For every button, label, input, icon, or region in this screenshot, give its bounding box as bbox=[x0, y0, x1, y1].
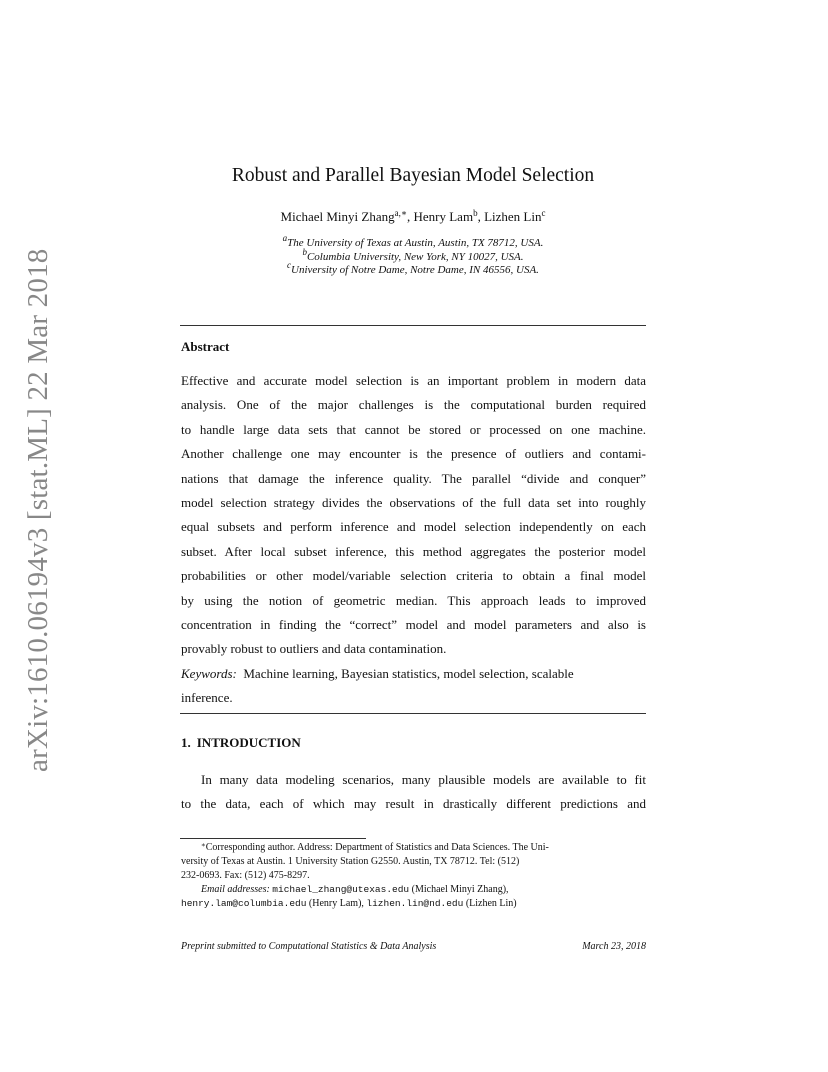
author-affiliation-mark: a,∗ bbox=[394, 208, 407, 218]
email-line bbox=[181, 897, 646, 911]
abstract-heading: Abstract bbox=[181, 339, 230, 354]
affiliation-text: Columbia University, New York, NY 10027, USA. bbox=[306, 250, 524, 263]
email-owner: (Henry Lam), bbox=[308, 898, 364, 909]
affiliation-text: University of Notre Dame, Notre Dame, IN 46556, USA. bbox=[291, 264, 539, 276]
affiliation-mark: a bbox=[282, 233, 288, 243]
email-owner: (Michael Minyi Zhang), bbox=[411, 884, 509, 895]
email-line bbox=[181, 883, 646, 897]
abstract-line: nations that damage the inference quality. The parallel “divide and conquer” bbox=[181, 470, 646, 486]
footnotes bbox=[181, 841, 646, 911]
affiliation-text: The University of Texas at Austin, Austin, TX 78712, USA. bbox=[287, 237, 544, 249]
abstract-line: model selection strategy divides the observations of the full data set into roughly bbox=[181, 494, 646, 510]
keywords-text: Machine learning, Bayesian statistics, model selection, scalable bbox=[243, 665, 574, 681]
email-address[interactable]: michael_zhang@utexas.edu bbox=[272, 884, 410, 895]
abstract-line: Another challenge one may encounter is the presence of outliers and contami- bbox=[181, 446, 646, 462]
abstract-line: subset. After local subset inference, this method aggregates the posterior model bbox=[181, 543, 646, 559]
keywords-label: Keywords: bbox=[181, 665, 237, 681]
preprint-note: Preprint submitted to Computational Statistics & Data Analysis bbox=[181, 941, 437, 952]
section-number: 1. bbox=[181, 735, 191, 750]
intro-line: to the data, each of which may result in drastically different predictions and bbox=[181, 796, 646, 812]
footnote-line bbox=[181, 841, 646, 855]
abstract-line: by using the notion of geometric median. This approach leads to improved bbox=[181, 592, 646, 608]
section-heading-introduction bbox=[181, 735, 301, 751]
affiliation-mark: c bbox=[287, 260, 292, 270]
keywords-line-continued: inference. bbox=[181, 690, 233, 706]
abstract-line: provably robust to outliers and data contamination. bbox=[181, 641, 447, 657]
keywords-line bbox=[181, 662, 646, 686]
paper-title: Robust and Parallel Bayesian Model Selection bbox=[231, 165, 595, 186]
abstract-top-rule bbox=[180, 325, 646, 326]
author-name: Lizhen Lin bbox=[484, 209, 542, 224]
author-list bbox=[180, 209, 646, 225]
abstract-bottom-rule bbox=[180, 713, 646, 714]
section-title: INTRODUCTION bbox=[196, 735, 301, 750]
footnote-line: 232-0693. Fax: (512) 475-8297. bbox=[181, 870, 310, 881]
footnote-text: Corresponding author. Address: Department of Statistics and Data Sciences. The Uni- bbox=[205, 842, 549, 853]
abstract-line: probabilities or other model/variable selection criteria to obtain a final model bbox=[181, 568, 646, 584]
author-separator: , bbox=[407, 209, 414, 224]
abstract-line: Effective and accurate model selection is an important problem in modern data bbox=[181, 373, 646, 388]
author-name: Henry Lam bbox=[413, 209, 474, 224]
author-separator: , bbox=[477, 209, 485, 224]
footnote-line: versity of Texas at Austin. 1 University Station G2550. Austin, TX 78712. Tel: (512) bbox=[181, 856, 520, 867]
affiliation bbox=[180, 233, 646, 251]
introduction-body bbox=[181, 768, 646, 817]
email-owner: (Lizhen Lin) bbox=[465, 898, 517, 909]
abstract-line: to handle large data sets that cannot be stored or processed on one machine. bbox=[181, 421, 646, 437]
preprint-date: March 23, 2018 bbox=[582, 941, 646, 952]
author-affiliation-mark: b bbox=[473, 208, 478, 218]
author-affiliation-mark: c bbox=[541, 208, 546, 218]
footnote-mark: ∗ bbox=[201, 841, 206, 849]
affiliation bbox=[180, 246, 646, 265]
footnote-rule bbox=[180, 838, 366, 839]
abstract-body bbox=[181, 369, 646, 710]
affiliation-list bbox=[180, 233, 646, 278]
affiliation bbox=[180, 260, 646, 278]
author-name: Michael Minyi Zhang bbox=[280, 209, 395, 224]
affiliation-mark: b bbox=[302, 246, 307, 257]
arxiv-identifier-stamp: arXiv:1610.06194v3 [stat.ML] 22 Mar 2018 bbox=[22, 248, 54, 772]
abstract-line: analysis. One of the major challenges is the computational burden required bbox=[181, 397, 646, 413]
abstract-line: equal subsets and perform inference and model selection independently on each bbox=[181, 519, 646, 535]
email-label: Email addresses: bbox=[201, 884, 270, 895]
email-address[interactable]: lizhen.lin@nd.edu bbox=[366, 898, 464, 909]
intro-line: In many data modeling scenarios, many plausible models are available to fit bbox=[201, 772, 646, 787]
abstract-line: concentration in finding the “correct” model and model parameters and also is bbox=[181, 616, 646, 632]
email-address[interactable]: henry.lam@columbia.edu bbox=[181, 898, 307, 909]
